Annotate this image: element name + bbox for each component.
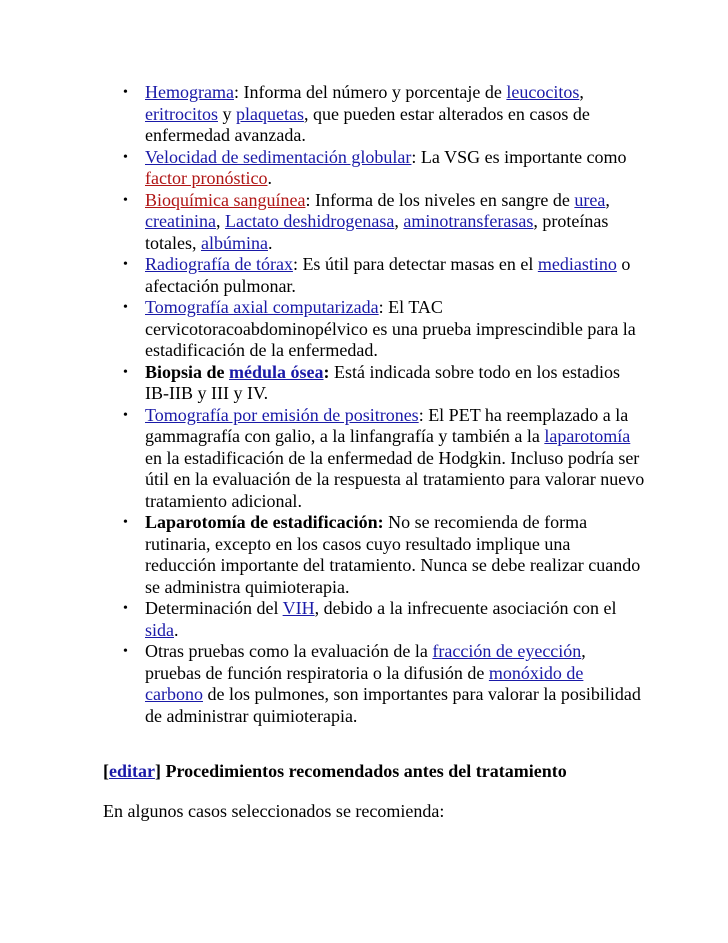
link-lactato-deshidrogenasa[interactable]: Lactato deshidrogenasa [224,211,395,231]
list-item-text: Determinación del [145,598,283,618]
list-item-vih [145,598,645,641]
link-eritrocitos[interactable]: eritrocitos [145,103,218,124]
list-item-text: , pruebas de función respiratoria o la difusión de [145,641,586,683]
list-item-text: , proteínas totales, [145,211,609,253]
list-item-biopsia [145,362,645,405]
list-item-text: , [394,211,404,231]
list-item-text: : Es útil para detectar masas en el [292,254,538,274]
link-mediastino[interactable]: mediastino [537,254,617,274]
list-item-text: en la estadificación de la enfermedad de Hodgkin. Incluso podría ser útil en la evaluación de la respuesta al tratamiento para valorar nuevo tratamiento adicional. [145,447,645,511]
link-monoxido-carbono[interactable]: monóxido de carbono [145,662,584,704]
list-item-text: Está indicada sobre todo en los estadios IB-IIB y III y IV. [145,361,620,403]
link-creatinina[interactable]: creatinina [145,211,216,231]
list-item-vsg [145,147,645,190]
list-item-text: de los pulmones, son importantes para valorar la posibilidad de administrar quimioterapia. [145,684,641,726]
list-item-text: . [267,232,273,253]
list-item-text: Otras pruebas como la evaluación de la [145,641,433,661]
link-velocidad-sedimentacion[interactable]: Velocidad de sedimentación globular [145,146,412,167]
section-intro-text: En algunos casos seleccionados se recomienda: [103,801,445,821]
list-item-text: , [579,82,584,102]
link-leucocitos[interactable]: leucocitos [506,82,580,102]
list-item-text: y [217,103,236,124]
list-item-bold-text: Biopsia de [145,361,230,382]
list-item-text: , [215,211,225,231]
list-item-bold-text: Laparotomía de estadificación: [145,512,384,532]
link-factor-pronostico[interactable]: factor pronóstico [145,168,268,188]
link-urea[interactable]: urea [574,189,606,210]
list-item-text: , que pueden estar alterados en casos de enfermedad avanzada. [145,103,590,145]
list-item-text: : El PET ha reemplazado a la gammagrafía con galio, a la linfangrafía y también a la [145,404,629,446]
section-title: Procedimientos recomendados antes del tratamiento [160,761,567,781]
list-item-pet [145,405,645,513]
link-medula-osea[interactable]: médula ósea [229,361,324,382]
section-heading [103,760,567,782]
link-sida[interactable]: sida [145,619,174,640]
link-aminotransferasas[interactable]: aminotransferasas [403,211,534,231]
list-item-radiografia [145,254,645,297]
link-tomografia-axial[interactable]: Tomografía axial computarizada [145,297,379,317]
link-laparotomia[interactable]: laparotomía [544,426,631,446]
list-item-bold-text: : [323,361,330,382]
list-item-text: : El TAC cervicotoracoabdominopélvico es una prueba imprescindible para la estadificación de la enfermedad. [145,297,636,360]
list-item-text: : Informa de los niveles en sangre de [305,189,575,210]
link-tomografia-emision-positrones[interactable]: Tomografía por emisión de positrones [145,404,419,425]
list-item-text: o afectación pulmonar. [145,254,631,296]
link-vih[interactable]: VIH [282,598,315,618]
edit-link[interactable]: editar [109,761,155,781]
link-bioquimica-sanguinea[interactable]: Bioquímica sanguínea [145,189,306,210]
list-item-text: , debido a la infrecuente asociación con el [314,598,617,618]
list-item-hemograma [145,82,645,147]
list-item-text: : Informa del número y porcentaje de [233,82,507,102]
edit-bracket-open: [ [103,761,109,781]
list-item-text: , [605,189,610,210]
list-item-tomografia-axial [145,297,645,362]
edit-bracket-close: ] [154,761,161,781]
list-item-laparotomia [145,512,645,598]
link-fraccion-eyeccion[interactable]: fracción de eyección [432,641,582,661]
link-albumina[interactable]: albúmina [201,232,268,253]
list-item-text: . [174,619,179,640]
link-plaquetas[interactable]: plaquetas [235,103,304,124]
diagnostic-tests-list [103,82,645,727]
list-item-text: No se recomienda de forma rutinaria, excepto en los casos cuyo resultado implique una reducción importante del tratamiento. Nunca se debe realizar cuando se administra quimioterapia. [145,512,641,597]
list-item-text: . [267,168,272,188]
list-item-text: : La VSG es importante como [411,146,627,167]
list-item-otras-pruebas [145,641,645,727]
link-hemograma[interactable]: Hemograma [145,82,234,102]
link-radiografia-torax[interactable]: Radiografía de tórax [145,254,293,274]
list-item-bioquimica [145,190,645,255]
